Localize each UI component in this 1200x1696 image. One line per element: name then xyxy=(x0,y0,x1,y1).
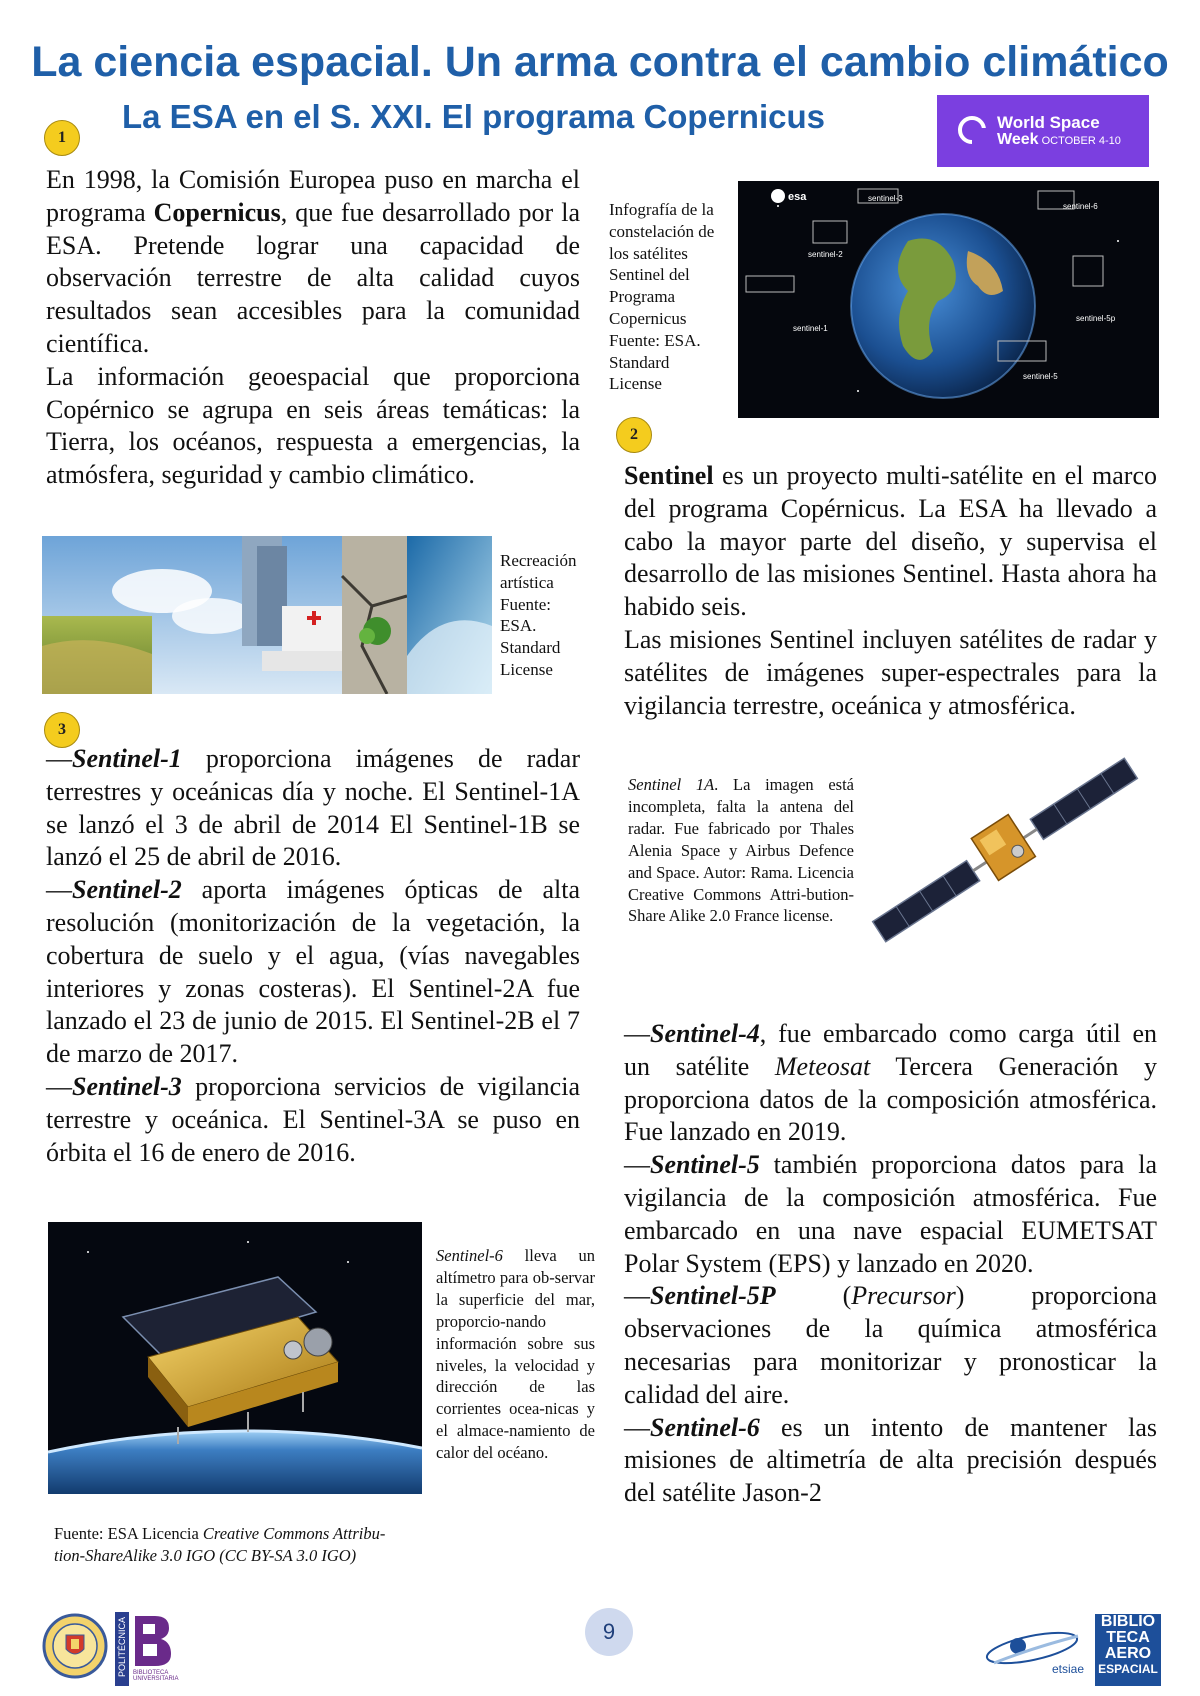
sentinel-4-item: —Sentinel-4, fue embarcado como carga útil en un satélite Meteosat Tercera Generación y proporciona datos de la composición atmosférica. Fue lanzado en 2019. xyxy=(624,1019,1157,1147)
biblioteca-aeroespacial-logo: BIBLIO TECA AERO ESPACIAL xyxy=(1095,1614,1161,1686)
label-sentinel-2: sentinel-2 xyxy=(808,250,843,259)
sentinel-2-item: —Sentinel-2 aporta imágenes ópticas de alta resolución (monitorización de la vegetación, la cobertura de suelo y el agua, (vías navegables interiores y zonas costeras). El Sentinel-2A fue lanzado el 23 de junio de 2015. El Sentinel-2B el 7 de marzo de 2017. xyxy=(46,875,580,1069)
section2-paragraph-1: Sentinel es un proyecto multi-satélite en el marco del programa Copérnicus. La ESA ha llevado a cabo la mayor parte del diseño, y supervisa el desarrollo de las misiones Sentinel. Hasta ahora ha habido seis. xyxy=(624,461,1157,622)
esa-logo-icon xyxy=(771,189,785,203)
section4-text xyxy=(624,1018,1157,1510)
sentinel-1a-image xyxy=(848,750,1162,972)
upm-seal-icon xyxy=(42,1613,108,1679)
page-number: 9 xyxy=(585,1608,633,1656)
sentinel-4-name: Sentinel-4 xyxy=(650,1019,760,1048)
politecnica-bar: POLITÉCNICA xyxy=(115,1612,129,1686)
wsw-line2: Week xyxy=(997,131,1039,148)
wsw-line1: World Space xyxy=(997,113,1100,132)
page-subtitle: La ESA en el S. XXI. El programa Copernicus xyxy=(122,98,825,135)
sentinel-5p-name: Sentinel-5P xyxy=(650,1281,776,1311)
caption-sentinel-1a: Sentinel 1A. La imagen está incompleta, falta la antena del radar. Fue fabricado por Thales Alenia Space y Airbus Defence and Space. Autor: Rama. Licencia Creative Commons Attri-bution-Share Alike 2.0 France license. xyxy=(628,775,854,926)
recreacion-artistica-image xyxy=(42,536,492,694)
sentinel-5p-item: —Sentinel-5P (Precursor) proporciona observaciones de la química atmosférica necesarias para monitorizar y pronosticar la calidad del aire. xyxy=(624,1281,1157,1409)
wsw-dates: OCTOBER 4-10 xyxy=(1041,135,1121,147)
sentinel-1a-caption-name: Sentinel 1A xyxy=(628,775,715,794)
section2-paragraph-2: Las misiones Sentinel incluyen satélites de radar y satélites de imágenes super-espectrales para la vigilancia terrestre, oceánica y atmosférica. xyxy=(624,624,1157,720)
section1-paragraph-2: La información geoespacial que proporciona Copérnico se agrupa en seis áreas temáticas: la Tierra, los océanos, respuesta a emergencias, la atmósfera, seguridad y cambio climático. xyxy=(46,361,580,490)
section-badge-3: 3 xyxy=(44,712,80,748)
section-badge-1: 1 xyxy=(44,120,80,156)
sentinel-1-name: Sentinel-1 xyxy=(72,744,182,773)
section3-text xyxy=(46,743,580,1169)
infographic-esa: esa xyxy=(788,191,807,203)
sentinel-6-item: —Sentinel-6 es un intento de mantener las misiones de altimetría de alta precisión después del satélite Jason-2 xyxy=(624,1412,1157,1508)
section1-text xyxy=(46,164,580,492)
copernicus-bold: Copernicus xyxy=(153,197,281,227)
sentinel-5-item: —Sentinel-5 también proporciona datos para la vigilancia de la composición atmosférica. Fue embarcado en una nave espacial EUMETSAT Polar System (EPS) y lanzado en 2020. xyxy=(624,1150,1157,1278)
biblioteca-b-icon xyxy=(133,1614,173,1668)
sentinel-2-name: Sentinel-2 xyxy=(72,875,182,905)
sentinel-6-image xyxy=(48,1222,422,1494)
label-sentinel-5p: sentinel-5p xyxy=(1076,314,1116,323)
world-space-week-logo xyxy=(937,95,1149,167)
sentinel-constellation-infographic xyxy=(738,181,1159,418)
label-sentinel-5: sentinel-5 xyxy=(1023,372,1058,381)
section1-paragraph-1: En 1998, la Comisión Europea puso en marcha el programa Copernicus, que fue desarrollado por la ESA. Pretende lograr una capacidad de observación terrestre de alta calidad cuyos resultados sean accesibles para la comunidad científica. xyxy=(46,165,580,358)
sentinel-3-name: Sentinel-3 xyxy=(72,1071,182,1101)
section-badge-2: 2 xyxy=(616,417,652,453)
caption-fuente: Fuente: ESA Licencia Creative Commons Attribu- tion-ShareAlike 3.0 IGO (CC BY-SA 3.0 IGO) xyxy=(54,1524,386,1565)
upm-seal-logo xyxy=(42,1613,108,1679)
biblioteca-universitaria-label: BIBLIOTECA UNIVERSITARIA xyxy=(133,1670,179,1682)
sentinel-6-caption-name: Sentinel-6 xyxy=(436,1246,503,1265)
caption-infografia: Infografía de la constelación de los satélites Sentinel del Programa Copernicus Fuente: ESA. Standard License xyxy=(609,200,715,394)
sentinel-5-name: Sentinel-5 xyxy=(650,1150,760,1180)
sentinel-1-item: —Sentinel-1 proporciona imágenes de radar terrestres y oceánicas día y noche. El Sentinel-1A se lanzó el 3 de abril de 2014 El Sentinel-1B se lanzó el 25 de abril de 2016. xyxy=(46,744,580,872)
etsiae-logo xyxy=(982,1618,1090,1682)
sentinel-6-name: Sentinel-6 xyxy=(650,1412,760,1442)
caption-sentinel-6: Sentinel-6 lleva un altímetro para ob-servar la superficie del mar, proporcio-nando información sobre sus niveles, la velocidad y dirección de las corrientes ocea-nicas y el almace-namiento de calor del océano. xyxy=(436,1246,595,1463)
caption-recreacion: Recreación artística Fuente: ESA. Standard License xyxy=(500,551,577,679)
sentinel-3-item: —Sentinel-3 proporciona servicios de vigilancia terrestre y oceánica. El Sentinel-3A se puso en órbita el 16 de enero de 2016. xyxy=(46,1071,580,1167)
label-sentinel-3: sentinel-3 xyxy=(868,194,903,203)
world-space-week-icon xyxy=(957,115,987,145)
label-sentinel-1: sentinel-1 xyxy=(793,324,828,333)
sentinel-bold: Sentinel xyxy=(624,461,714,490)
label-sentinel-6: sentinel-6 xyxy=(1063,202,1098,211)
etsiae-label: etsiae xyxy=(1052,1662,1085,1676)
biblioteca-universitaria-logo xyxy=(133,1614,173,1668)
page-title: La ciencia espacial. Un arma contra el cambio climático xyxy=(31,38,1169,86)
section2-text xyxy=(624,460,1157,722)
